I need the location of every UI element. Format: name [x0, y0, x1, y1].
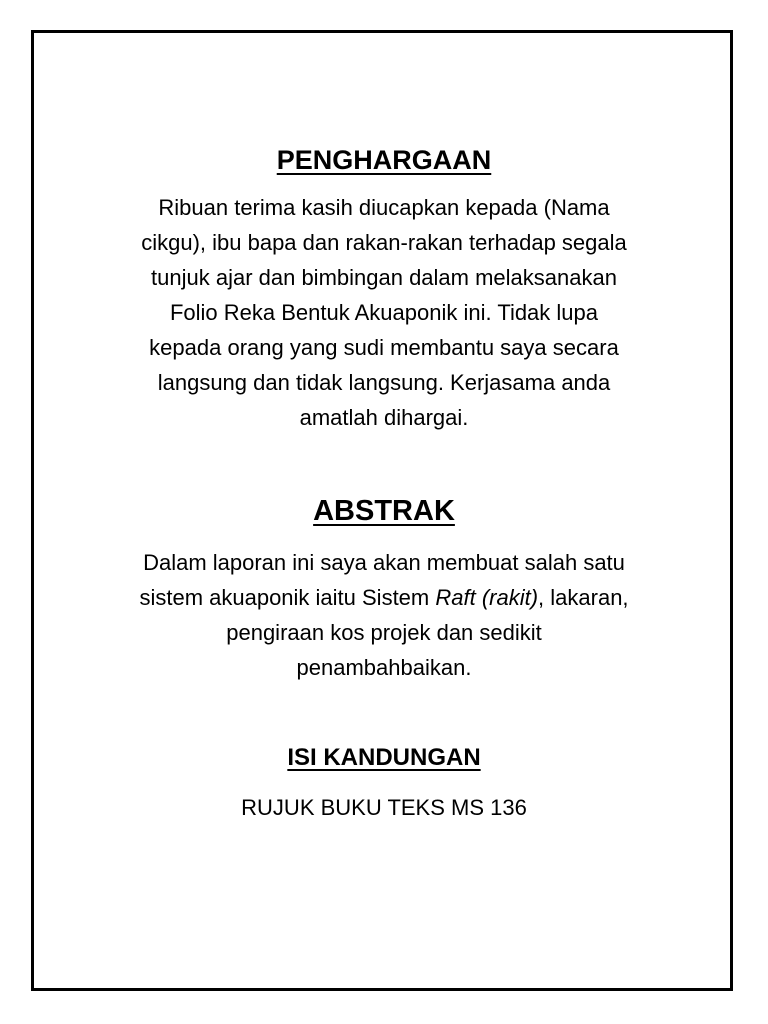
abstrak-line [0, 580, 768, 615]
penghargaan-line: tunjuk ajar dan bimbingan dalam melaksanakan [151, 265, 617, 290]
abstrak-raft-italic: Raft (rakit) [435, 585, 539, 610]
abstrak-paragraph [0, 545, 768, 685]
abstrak-line: penambahbaikan. [296, 655, 472, 680]
isi-kandungan-heading: ISI KANDUNGAN [287, 744, 481, 771]
penghargaan-line: amatlah dihargai. [299, 405, 469, 430]
abstrak-line: Dalam laporan ini saya akan membuat salah satu [143, 550, 625, 575]
abstrak-line2-before: sistem akuaponik iaitu Sistem [139, 585, 436, 610]
penghargaan-line: Folio Reka Bentuk Akuaponik ini. Tidak lupa [169, 300, 599, 325]
abstrak-line2-after: , lakaran, [538, 585, 629, 610]
penghargaan-line: langsung dan tidak langsung. Kerjasama anda [157, 370, 611, 395]
abstrak-heading: ABSTRAK [313, 495, 455, 527]
penghargaan-heading: PENGHARGAAN [276, 145, 492, 175]
penghargaan-paragraph [0, 190, 768, 435]
isi-kandungan-line: RUJUK BUKU TEKS MS 136 [241, 795, 527, 820]
penghargaan-line: cikgu), ibu bapa dan rakan-rakan terhadap segala [141, 230, 627, 255]
isi-kandungan-text [0, 790, 768, 825]
penghargaan-line: kepada orang yang sudi membantu saya secara [149, 335, 619, 360]
penghargaan-line: Ribuan terima kasih diucapkan kepada (Nama [158, 195, 610, 220]
abstrak-line: pengiraan kos projek dan sedikit [226, 620, 542, 645]
